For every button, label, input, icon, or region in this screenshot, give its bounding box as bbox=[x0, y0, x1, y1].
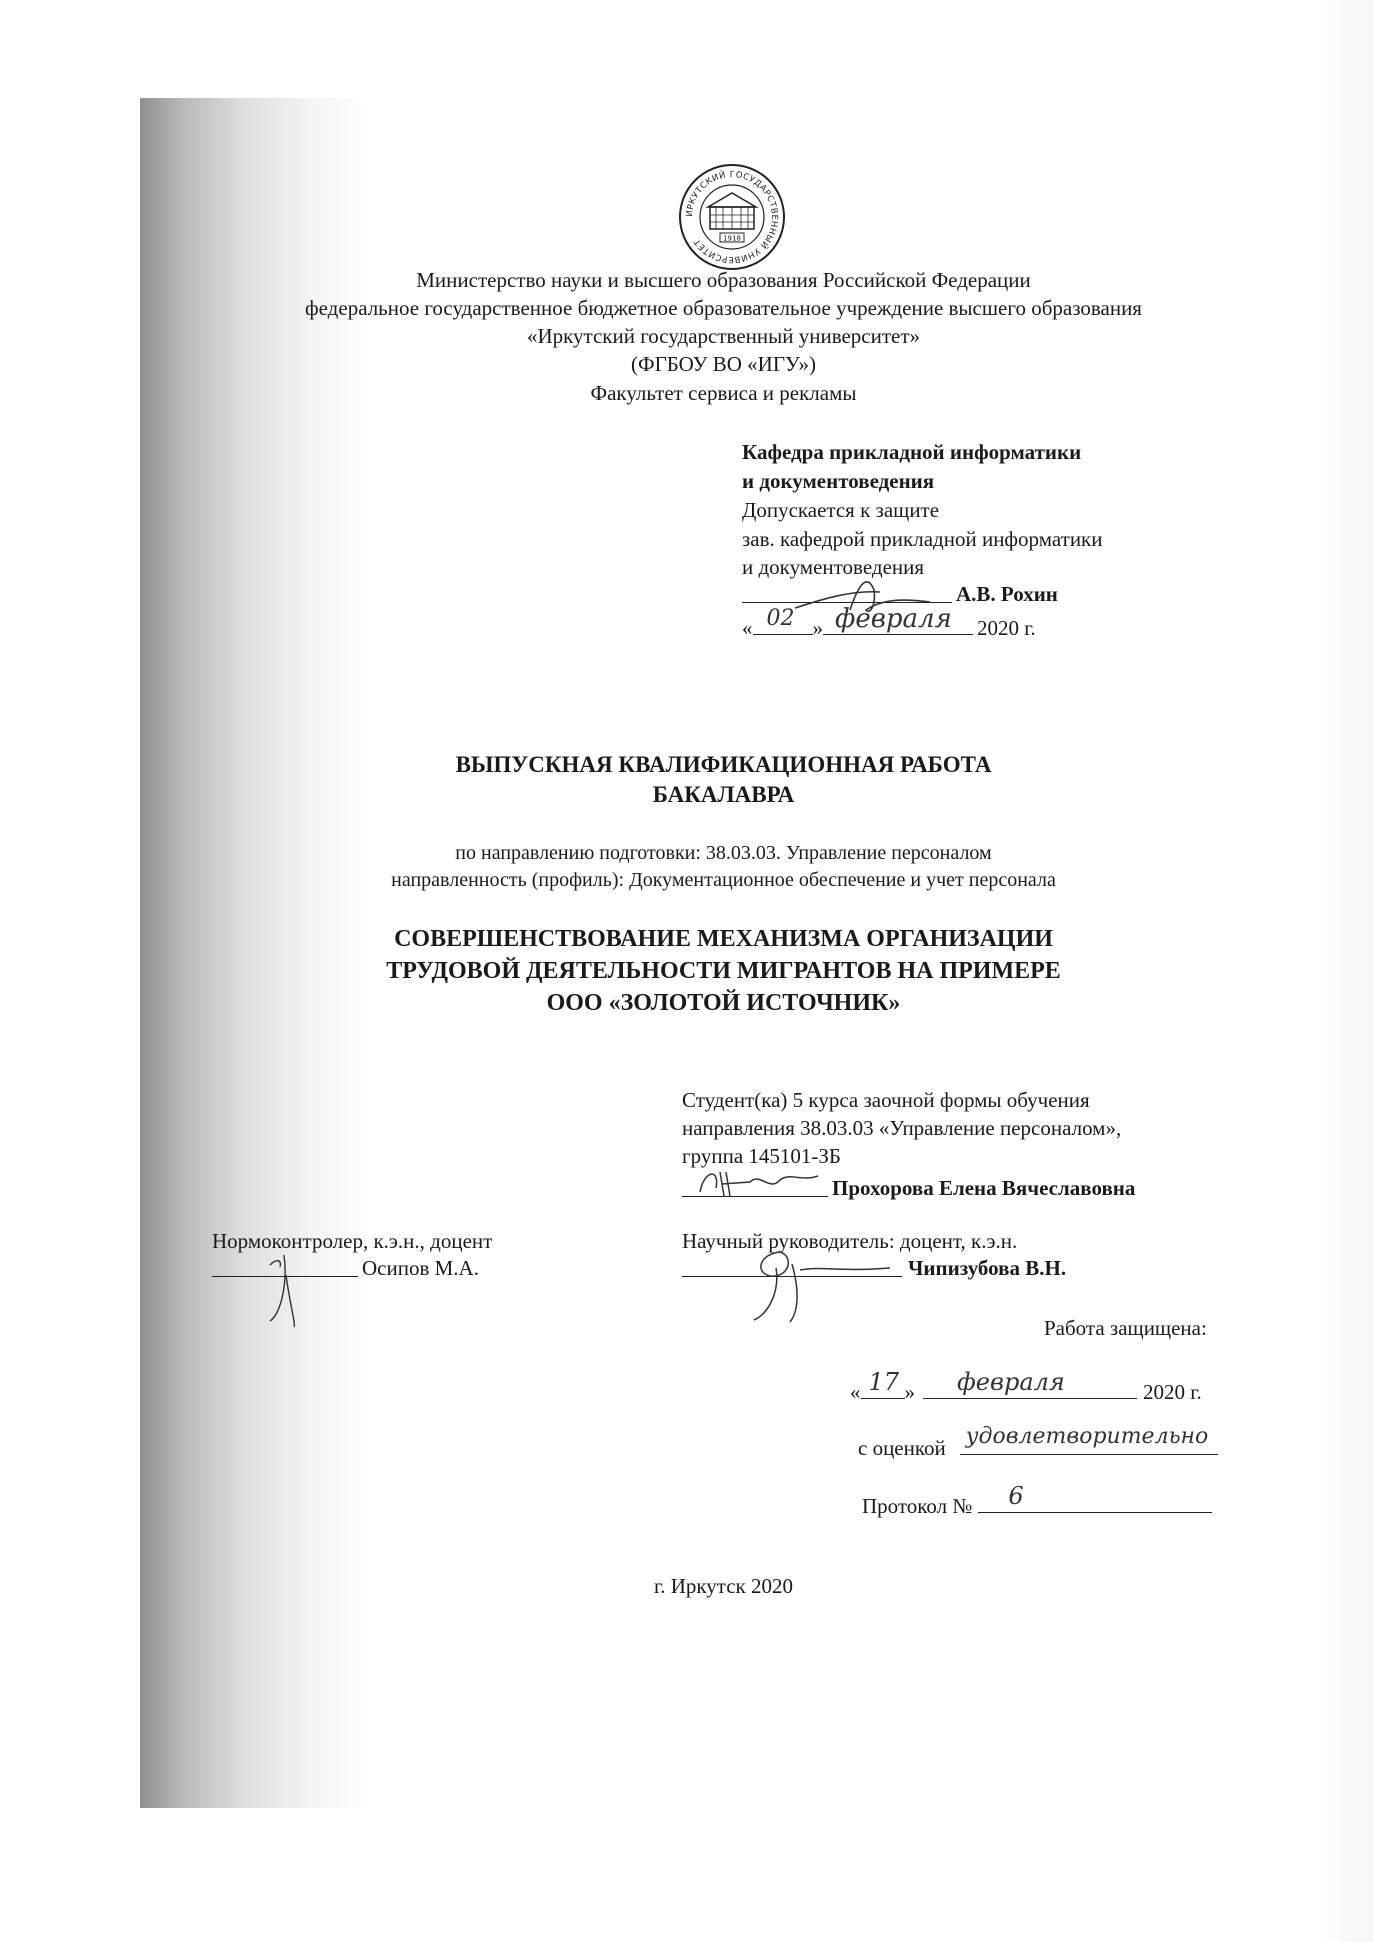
department-line1: Кафедра прикладной информатики bbox=[742, 440, 1082, 464]
university-abbr: (ФГБОУ ВО «ИГУ») bbox=[630, 352, 816, 376]
normcontrol-signature bbox=[250, 1225, 340, 1335]
head-title-line2: и документоведения bbox=[742, 555, 925, 579]
approval-year: 2020 г. bbox=[977, 616, 1036, 640]
defense-year: 2020 г. bbox=[1143, 1380, 1202, 1404]
normcontrol-name: Осипов М.А. bbox=[362, 1256, 479, 1280]
seal-ring-text: ИРКУТСКИЙ ГОСУДАРСТВЕННЫЙ УНИВЕРСИТЕТ bbox=[684, 169, 780, 265]
protocol-label: Протокол № bbox=[862, 1494, 973, 1518]
head-name: А.В. Рохин bbox=[956, 582, 1058, 606]
department-line2: и документоведения bbox=[742, 469, 935, 493]
defense-day: 17 bbox=[868, 1368, 900, 1396]
defense-month-field bbox=[923, 1368, 1137, 1399]
approval-date-open: « bbox=[742, 616, 753, 640]
supervisor-name: Чипизубова В.Н. bbox=[908, 1256, 1067, 1280]
student-line2: направления 38.03.03 «Управление персоналом», bbox=[682, 1116, 1122, 1140]
protocol-field bbox=[978, 1482, 1212, 1513]
approval-date-close: » bbox=[812, 616, 823, 640]
ministry-line: Министерство науки и высшего образования Российской Федерации bbox=[416, 268, 1031, 292]
normcontrol-role: Нормоконтролер, к.э.н., доцент bbox=[212, 1229, 493, 1253]
head-title-line1: зав. кафедрой прикладной информатики bbox=[742, 527, 1103, 551]
student-signature bbox=[690, 1162, 830, 1206]
university-seal-icon bbox=[678, 163, 786, 271]
approval-day: 02 bbox=[766, 606, 795, 631]
defense-month: февраля bbox=[957, 1368, 1065, 1396]
defense-status: Работа защищена: bbox=[1044, 1316, 1207, 1340]
defense-date-close: » bbox=[904, 1380, 915, 1404]
work-type-line1: ВЫПУСКНАЯ КВАЛИФИКАЦИОННАЯ РАБОТА bbox=[455, 752, 992, 777]
grade-field bbox=[960, 1424, 1218, 1455]
student-name: Прохорова Елена Вячеславовна bbox=[832, 1176, 1136, 1200]
defense-date bbox=[850, 1368, 1202, 1405]
faculty-name: Факультет сервиса и рекламы bbox=[590, 381, 857, 405]
scan-edge bbox=[1313, 0, 1373, 1942]
thesis-title-line2: ТРУДОВОЙ ДЕЯТЕЛЬНОСТИ МИГРАНТОВ НА ПРИМЕРЕ bbox=[386, 958, 1061, 984]
defense-date-open: « bbox=[850, 1380, 861, 1404]
student-line1: Студент(ка) 5 курса заочной формы обучения bbox=[682, 1088, 1090, 1112]
admit-to-defense: Допускается к защите bbox=[742, 498, 940, 522]
thesis-title-line3: ООО «ЗОЛОТОЙ ИСТОЧНИК» bbox=[546, 990, 901, 1016]
seal-year: 1918 bbox=[723, 234, 741, 243]
study-direction: по направлению подготовки: 38.03.03. Управление персоналом bbox=[455, 842, 992, 864]
grade-value: удовлетворительно bbox=[965, 1424, 1209, 1449]
approval-month: февраля bbox=[835, 604, 952, 634]
supervisor-signature bbox=[740, 1232, 900, 1332]
defense-grade bbox=[858, 1424, 1218, 1461]
grade-label: с оценкой bbox=[858, 1436, 946, 1460]
head-signature bbox=[790, 570, 950, 630]
institution-type-line: федеральное государственное бюджетное образовательное учреждение высшего образования bbox=[305, 296, 1142, 320]
study-profile: направленность (профиль): Документационное обеспечение и учет персонала bbox=[391, 869, 1056, 891]
protocol-value: 6 bbox=[1008, 1482, 1024, 1510]
thesis-title-line1: СОВЕРШЕНСТВОВАНИЕ МЕХАНИЗМА ОРГАНИЗАЦИИ bbox=[394, 926, 1053, 952]
student-group: группа 145101-ЗБ bbox=[682, 1144, 841, 1168]
defense-day-field bbox=[861, 1368, 905, 1399]
work-type-line2: БАКАЛАВРА bbox=[652, 782, 795, 807]
supervisor-role: Научный руководитель: доцент, к.э.н. bbox=[682, 1229, 1018, 1253]
place-year: г. Иркутск 2020 bbox=[653, 1574, 794, 1598]
university-name: «Иркутский государственный университет» bbox=[526, 324, 921, 348]
protocol bbox=[862, 1482, 1212, 1519]
